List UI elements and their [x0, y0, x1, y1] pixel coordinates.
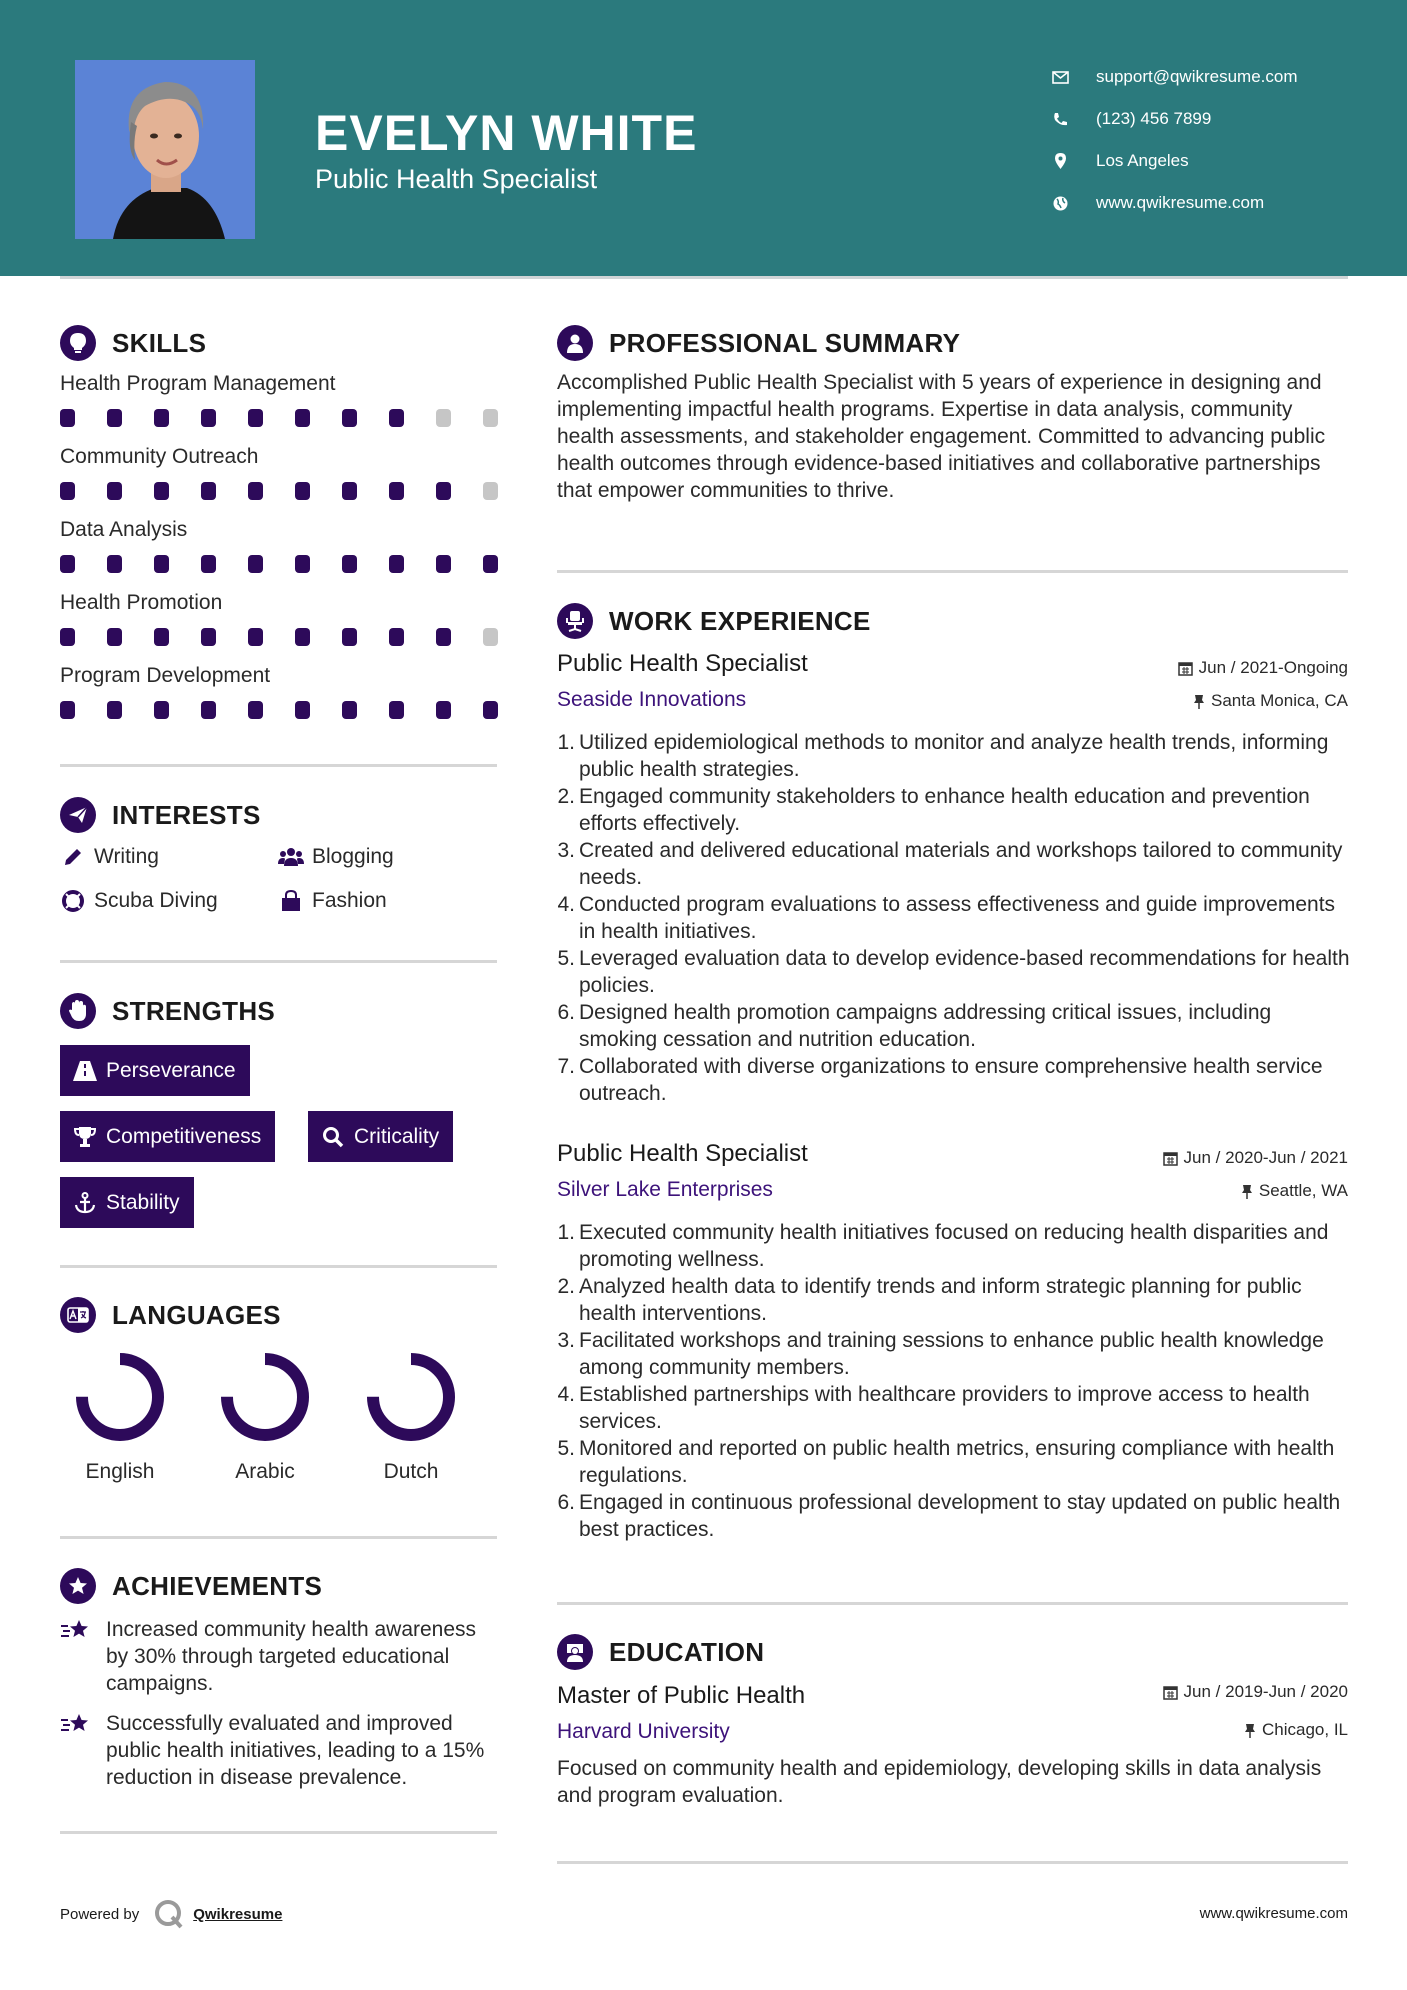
rating-dot-filled — [201, 701, 216, 719]
rating-dot-filled — [342, 701, 357, 719]
footer-powered-by: Powered by Qwikresume — [60, 1898, 282, 1930]
job-title: Public Health Specialist — [557, 1140, 808, 1167]
experience-heading: WORK EXPERIENCE — [557, 603, 871, 639]
rating-dot-filled — [154, 409, 169, 427]
list-item: 3. Created and delivered educational materials and workshops tailored to community needs. — [557, 839, 1343, 889]
pushpin-icon — [1241, 1184, 1253, 1199]
rating-dot-filled — [389, 555, 404, 573]
interest-item: Writing — [60, 844, 159, 870]
rating-dot-empty — [483, 409, 498, 427]
pencil-icon — [60, 844, 86, 870]
life-ring-icon — [60, 888, 86, 914]
rating-dot-filled — [342, 482, 357, 500]
globe-icon — [1050, 196, 1070, 211]
rating-dot-filled — [436, 628, 451, 646]
section-divider — [60, 1265, 497, 1268]
calendar-icon — [1163, 1151, 1178, 1166]
list-item: 4. Conducted program evaluations to assess effectiveness and guide improvements in health initiatives. — [557, 893, 1336, 943]
graduate-icon — [557, 1634, 593, 1670]
rating-dot-filled — [154, 701, 169, 719]
calendar-icon — [1178, 661, 1193, 676]
user-icon — [557, 325, 593, 361]
rating-dot-filled — [436, 555, 451, 573]
achievements-heading: ACHIEVEMENTS — [60, 1568, 322, 1604]
rating-dot-filled — [107, 701, 122, 719]
section-divider — [60, 1536, 497, 1539]
section-divider — [557, 570, 1348, 573]
list-item: 2. Analyzed health data to identify trends and inform strategic planning for public health interventions. — [557, 1275, 1302, 1325]
language-proficiency-ring — [220, 1352, 310, 1442]
users-icon — [278, 844, 304, 870]
skill-label: Health Promotion — [60, 591, 223, 614]
education-heading: EDUCATION — [557, 1634, 764, 1670]
list-item: 1. Utilized epidemiological methods to monitor and analyze health trends, informing public health strategies. — [557, 731, 1329, 781]
skills-heading: SKILLS — [60, 325, 206, 361]
candidate-name: EVELYN WHITE — [315, 105, 698, 161]
skill-rating — [60, 628, 530, 646]
language-label: English — [85, 1460, 155, 1483]
rating-dot-filled — [436, 482, 451, 500]
rating-dot-filled — [248, 409, 263, 427]
star-badge-icon — [60, 1568, 96, 1604]
skill-label: Data Analysis — [60, 518, 188, 541]
anchor-icon — [72, 1192, 98, 1214]
rating-dot-filled — [107, 555, 122, 573]
rating-dot-empty — [483, 628, 498, 646]
rating-dot-filled — [154, 555, 169, 573]
rating-dot-filled — [107, 482, 122, 500]
summary-text: Accomplished Public Health Specialist with 5 years of experience in designing and implementing impactful health programs. Expertise in data analysis, community health assessments, and stakeholder engagement. Committed to advancing public health outcomes through evidence-based initiatives and collaborative partnerships that empower communities to thrive. — [557, 371, 1326, 502]
rating-dot-filled — [201, 482, 216, 500]
languages-heading: LANGUAGES — [60, 1297, 281, 1333]
rating-dot-empty — [483, 482, 498, 500]
school-name: Harvard University — [557, 1720, 730, 1743]
hand-icon — [60, 993, 96, 1029]
language-item — [205, 1352, 325, 1484]
rating-dot-filled — [60, 701, 75, 719]
contact-list — [1050, 56, 1298, 224]
rating-dot-filled — [295, 701, 310, 719]
skill-rating — [60, 482, 530, 500]
language-item — [60, 1352, 180, 1484]
list-item: 1. Executed community health initiatives focused on reducing health disparities and promoting wellness. — [557, 1221, 1329, 1271]
calendar-icon — [1163, 1685, 1178, 1700]
job-responsibilities — [553, 1219, 1353, 1543]
language-label: Arabic — [235, 1460, 295, 1483]
rating-dot-filled — [154, 628, 169, 646]
pushpin-icon — [1244, 1723, 1256, 1738]
rating-dot-filled — [201, 409, 216, 427]
rating-dot-filled — [389, 628, 404, 646]
contact-website[interactable] — [1050, 182, 1298, 224]
rating-dot-filled — [248, 555, 263, 573]
job-responsibilities — [553, 729, 1353, 1107]
contact-website-text: www.qwikresume.com — [1096, 193, 1265, 212]
contact-email[interactable] — [1050, 56, 1298, 98]
rating-dot-filled — [389, 482, 404, 500]
rating-dot-filled — [248, 701, 263, 719]
skill-rating — [60, 555, 530, 573]
language-proficiency-ring — [366, 1352, 456, 1442]
trophy-icon — [72, 1126, 98, 1148]
contact-location — [1050, 140, 1298, 182]
skill-label: Health Program Management — [60, 372, 336, 395]
language-label: Dutch — [383, 1460, 439, 1483]
section-divider — [557, 1602, 1348, 1605]
rating-dot-filled — [483, 555, 498, 573]
footer-url[interactable]: www.qwikresume.com — [1199, 1905, 1348, 1922]
rating-dot-filled — [248, 628, 263, 646]
education-location: Chicago, IL — [1244, 1720, 1348, 1740]
achievement-item: Increased community health awareness by 30% through targeted educational campaigns. — [60, 1616, 500, 1697]
profile-photo — [75, 60, 255, 239]
list-item: 3. Facilitated workshops and training sessions to enhance public health knowledge among community members. — [557, 1329, 1324, 1379]
rating-dot-filled — [60, 482, 75, 500]
list-item: 6. Engaged in continuous professional development to stay updated on public health best practices. — [557, 1491, 1341, 1541]
rating-dot-filled — [295, 409, 310, 427]
lightbulb-icon — [60, 325, 96, 361]
paper-plane-icon — [60, 797, 96, 833]
interest-item: Blogging — [278, 844, 394, 870]
shooting-star-icon — [60, 1616, 92, 1697]
education-description: Focused on community health and epidemiology, developing skills in data analysis and program evaluation. — [557, 1757, 1322, 1807]
shooting-star-icon — [60, 1710, 92, 1791]
section-divider — [60, 764, 497, 767]
contact-location-text: Los Angeles — [1096, 151, 1189, 170]
search-icon — [320, 1126, 346, 1148]
rating-dot-filled — [154, 482, 169, 500]
rating-dot-filled — [248, 482, 263, 500]
envelope-icon — [1050, 71, 1070, 84]
list-item: 6. Designed health promotion campaigns addressing critical issues, including smoking cessation and nutrition education. — [557, 1001, 1272, 1051]
skill-label: Program Development — [60, 664, 271, 687]
rating-dot-filled — [483, 701, 498, 719]
location-pin-icon — [1050, 153, 1070, 169]
skill-rating — [60, 409, 530, 427]
strength-tag: Stability — [60, 1177, 194, 1228]
shopping-bag-icon — [278, 888, 304, 914]
rating-dot-filled — [389, 701, 404, 719]
rating-dot-filled — [60, 409, 75, 427]
language-icon — [60, 1297, 96, 1333]
achievement-item: Successfully evaluated and improved public health initiatives, leading to a 15% reduction in disease prevalence. — [60, 1710, 500, 1791]
education-dates: Jun / 2019-Jun / 2020 — [1163, 1682, 1348, 1702]
rating-dot-filled — [342, 555, 357, 573]
job-title: Public Health Specialist — [557, 650, 808, 677]
rating-dot-filled — [60, 555, 75, 573]
list-item: 5. Leveraged evaluation data to develop evidence-based recommendations for health policies. — [557, 947, 1350, 997]
rating-dot-filled — [295, 482, 310, 500]
job-dates: Jun / 2021-Ongoing — [1178, 658, 1348, 678]
resume-header — [0, 0, 1407, 276]
rating-dot-filled — [107, 409, 122, 427]
strength-tag: Competitiveness — [60, 1111, 275, 1162]
rating-dot-filled — [107, 628, 122, 646]
rating-dot-filled — [389, 409, 404, 427]
degree-title: Master of Public Health — [557, 1682, 806, 1709]
contact-email-text: support@qwikresume.com — [1096, 67, 1298, 86]
pushpin-icon — [1193, 694, 1205, 709]
strengths-heading: STRENGTHS — [60, 993, 275, 1029]
job-location: Santa Monica, CA — [1193, 691, 1348, 711]
rating-dot-empty — [436, 409, 451, 427]
interest-item: Fashion — [278, 888, 387, 914]
office-chair-icon — [557, 603, 593, 639]
rating-dot-filled — [436, 701, 451, 719]
interest-item: Scuba Diving — [60, 888, 218, 914]
section-divider — [557, 1861, 1348, 1864]
qwikresume-logo-icon — [153, 1898, 185, 1930]
job-company: Silver Lake Enterprises — [557, 1178, 773, 1201]
interests-heading: INTERESTS — [60, 797, 261, 833]
language-proficiency-ring — [75, 1352, 165, 1442]
road-icon — [72, 1061, 98, 1081]
phone-icon — [1050, 112, 1070, 127]
rating-dot-filled — [295, 555, 310, 573]
job-dates: Jun / 2020-Jun / 2021 — [1163, 1148, 1348, 1168]
footer-brand-link[interactable]: Qwikresume — [193, 1905, 283, 1923]
candidate-title: Public Health Specialist — [315, 164, 598, 194]
rating-dot-filled — [60, 628, 75, 646]
list-item: 4. Established partnerships with healthcare providers to improve access to health services. — [557, 1383, 1310, 1433]
rating-dot-filled — [295, 628, 310, 646]
rating-dot-filled — [342, 409, 357, 427]
language-item — [351, 1352, 471, 1484]
rating-dot-filled — [201, 555, 216, 573]
list-item: 2. Engaged community stakeholders to enhance health education and prevention efforts effectively. — [557, 785, 1310, 835]
rating-dot-filled — [201, 628, 216, 646]
rating-dot-filled — [342, 628, 357, 646]
contact-phone[interactable] — [1050, 98, 1298, 140]
contact-phone-text: (123) 456 7899 — [1096, 109, 1212, 128]
job-company: Seaside Innovations — [557, 688, 747, 711]
section-divider — [60, 1831, 497, 1834]
skill-label: Community Outreach — [60, 445, 259, 468]
job-location: Seattle, WA — [1241, 1181, 1348, 1201]
list-item: 7. Collaborated with diverse organizations to ensure comprehensive health service outreach. — [557, 1055, 1323, 1105]
section-divider — [60, 960, 497, 963]
skill-rating — [60, 701, 530, 719]
list-item: 5. Monitored and reported on public health metrics, ensuring compliance with health regulations. — [557, 1437, 1335, 1487]
header-divider — [60, 276, 1348, 279]
summary-heading: PROFESSIONAL SUMMARY — [557, 325, 960, 361]
strength-tag: Perseverance — [60, 1045, 250, 1096]
strength-tag: Criticality — [308, 1111, 453, 1162]
